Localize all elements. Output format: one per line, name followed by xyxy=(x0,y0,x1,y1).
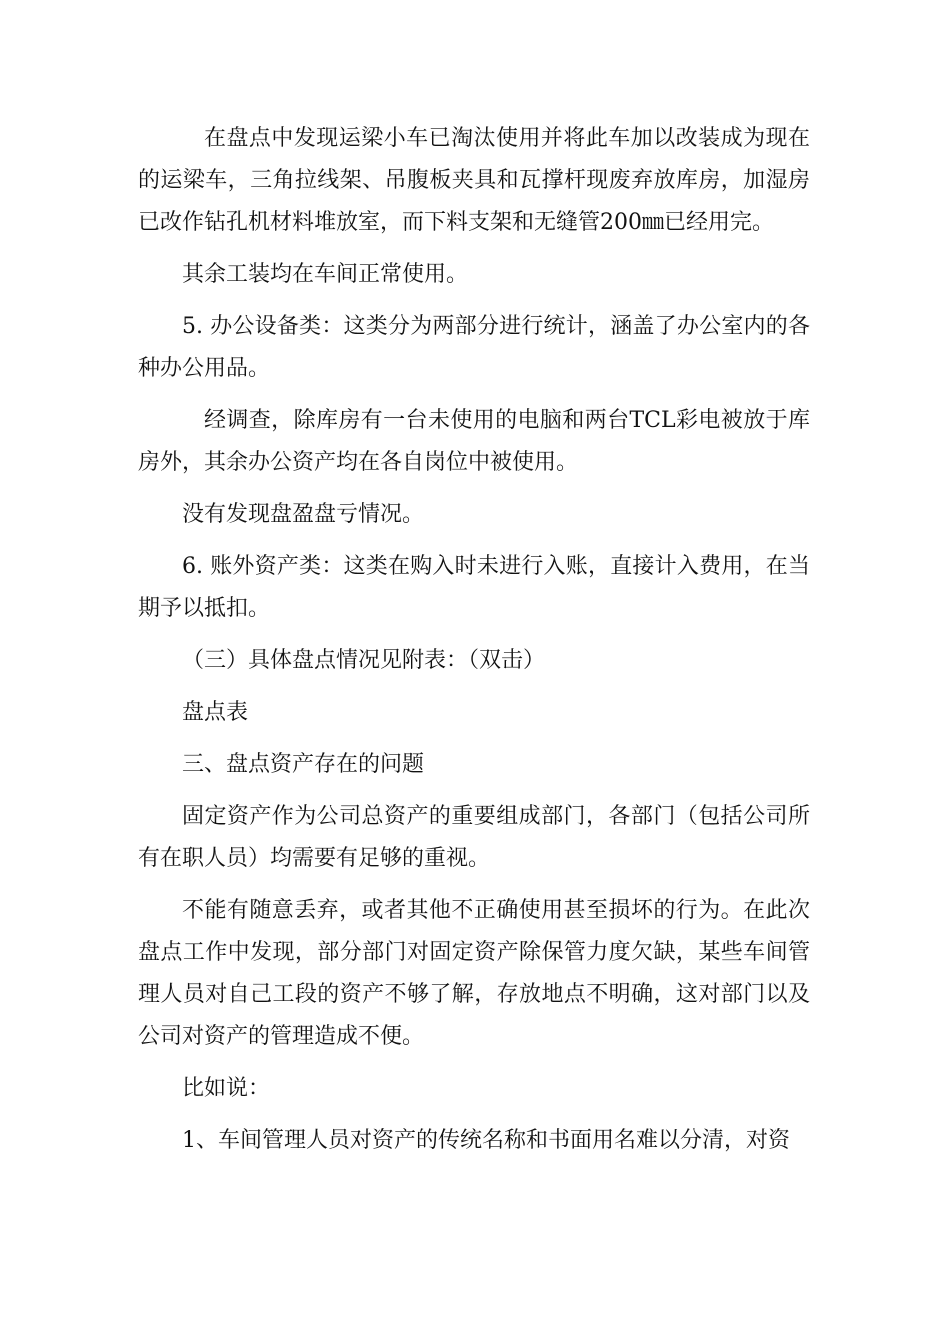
paragraph-item-1: 1、车间管理人员对资产的传统名称和书面用名难以分清，对资 xyxy=(182,1128,790,1153)
paragraph-fixed-assets-importance: 固定资产作为公司总资产的重要组成部门，各部门（包括公司所有在职人员）均需要有足够的重视。 xyxy=(138,804,810,871)
paragraph-management-issues: 不能有随意丢弃，或者其他不正确使用甚至损坏的行为。在此次盘点工作中发现，部分部门对固定资产除保管力度欠缺，某些车间管理人员对自己工段的资产不够了解，存放地点不明确，这对部门以及公司对资产的管理造成不便。 xyxy=(138,898,810,1049)
section-heading-problems: 三、盘点资产存在的问题 xyxy=(182,752,425,777)
paragraph-off-book-assets: 6. 账外资产类：这类在购入时未进行入账，直接计入费用，在当期予以抵扣。 xyxy=(138,554,810,621)
paragraph-office-investigation: 经调查，除库房有一台未使用的电脑和两台TCL彩电被放于库房外，其余办公资产均在各自岗位中被使用。 xyxy=(138,408,810,475)
paragraph-office-equipment: 5. 办公设备类：这类分为两部分进行统计，涵盖了办公室内的各种办公用品。 xyxy=(138,314,810,381)
paragraph-inventory-table-link: 盘点表 xyxy=(182,700,249,725)
document-body xyxy=(138,118,810,1172)
paragraph-tooling-findings: 在盘点中发现运梁小车已淘汰使用并将此车加以改装成为现在的运梁车，三角拉线架、吊腹板夹具和瓦撑杆现废弃放库房，加湿房已改作钻孔机材料堆放室，而下料支架和无缝管200㎜已经用完。 xyxy=(138,126,810,235)
paragraph-no-surplus-loss: 没有发现盘盈盘亏情况。 xyxy=(182,502,425,527)
paragraph-appendix-reference: （三）具体盘点情况见附表：（双击） xyxy=(182,648,546,673)
paragraph-tooling-normal-use: 其余工装均在车间正常使用。 xyxy=(182,262,469,287)
paragraph-for-example: 比如说： xyxy=(182,1076,271,1101)
